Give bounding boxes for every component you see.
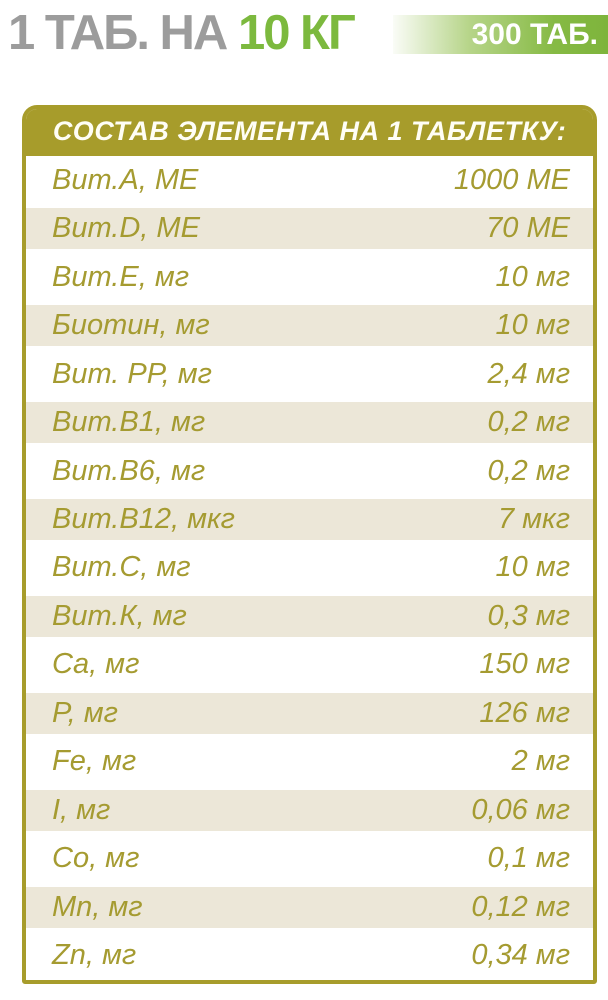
element-amount: 10 мг	[495, 260, 570, 293]
element-amount: 126 мг	[479, 696, 570, 729]
tablet-count-badge	[393, 15, 608, 54]
element-name: Fe, мг	[52, 745, 137, 778]
element-name: Вит.В12, мкг	[52, 503, 235, 536]
element-name: Биотин, мг	[52, 309, 210, 342]
table-row	[26, 835, 593, 883]
element-amount: 7 мкг	[497, 503, 570, 536]
element-amount: 0,3 мг	[487, 599, 570, 632]
table-row	[26, 641, 593, 689]
table-row	[26, 253, 593, 301]
element-amount: 1000 МЕ	[453, 163, 570, 196]
element-amount: 10 мг	[495, 551, 570, 584]
element-name: Вит. РР, мг	[52, 357, 212, 390]
element-amount: 0,1 мг	[487, 842, 570, 875]
element-name: Вит.С, мг	[52, 551, 191, 584]
table-row	[26, 204, 593, 252]
table-row	[26, 786, 593, 834]
table-row	[26, 350, 593, 398]
element-name: I, мг	[52, 793, 111, 826]
element-amount: 0,2 мг	[487, 406, 570, 439]
table-row	[26, 495, 593, 543]
element-amount: 2 мг	[511, 745, 570, 778]
dosage-text: 1 ТАБ. НА	[8, 6, 238, 60]
element-name: P, мг	[52, 696, 118, 729]
table-row	[26, 932, 593, 980]
table-row	[26, 544, 593, 592]
element-name: Вит.В1, мг	[52, 406, 206, 439]
table-row	[26, 592, 593, 640]
element-name: Вит.В6, мг	[52, 454, 206, 487]
element-name: Вит.А, МЕ	[52, 163, 199, 196]
table-row	[26, 301, 593, 349]
element-amount: 10 мг	[495, 309, 570, 342]
element-amount: 70 МЕ	[486, 212, 570, 245]
element-name: Вит.К, мг	[52, 599, 187, 632]
element-name: Co, мг	[52, 842, 140, 875]
element-name: Вит.Е, мг	[52, 260, 189, 293]
table-row	[26, 398, 593, 446]
table-row	[26, 738, 593, 786]
element-amount: 150 мг	[479, 648, 570, 681]
element-name: Mn, мг	[52, 890, 143, 923]
composition-table	[22, 105, 597, 984]
element-name: Ca, мг	[52, 648, 140, 681]
composition-rows	[26, 156, 593, 980]
element-amount: 0,34 мг	[471, 939, 570, 972]
table-row	[26, 447, 593, 495]
table-row	[26, 689, 593, 737]
dosage-headline	[8, 4, 354, 62]
tablet-count-label: 300 ТАБ.	[471, 18, 598, 51]
element-name: Вит.D, МЕ	[52, 212, 200, 245]
table-row	[26, 156, 593, 204]
dosage-weight-highlight: 10 КГ	[237, 6, 354, 60]
element-amount: 0,06 мг	[471, 793, 570, 826]
element-name: Zn, мг	[52, 939, 137, 972]
table-row	[26, 883, 593, 931]
element-amount: 0,2 мг	[487, 454, 570, 487]
element-amount: 2,4 мг	[487, 357, 570, 390]
composition-table-title: СОСТАВ ЭЛЕМЕНТА НА 1 ТАБЛЕТКУ:	[26, 109, 593, 156]
element-amount: 0,12 мг	[471, 890, 570, 923]
